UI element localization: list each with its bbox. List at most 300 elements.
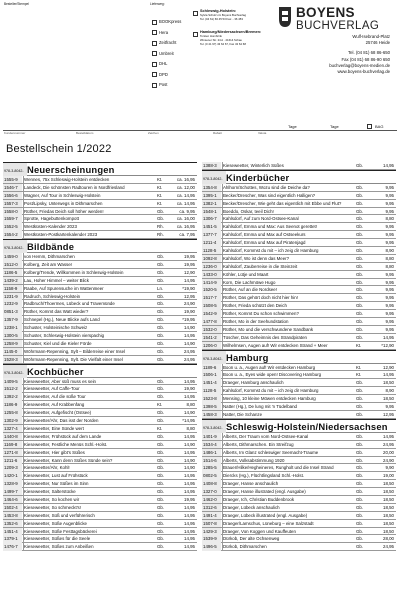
order-row[interactable] xyxy=(202,364,396,372)
order-row[interactable] xyxy=(202,464,396,472)
order-row[interactable] xyxy=(3,378,197,386)
shipping-option[interactable] xyxy=(152,40,176,46)
bag-label: BAG xyxy=(375,124,384,129)
book-title: Alberts, Im Glanz schleswiger Seemacht-Traume xyxy=(223,449,319,455)
row-divider xyxy=(23,409,24,417)
binding-type: Gb. xyxy=(157,465,165,471)
book-price: 9,95 xyxy=(385,232,394,238)
book-price: 9,95 xyxy=(385,326,394,332)
binding-type: Gb. xyxy=(356,504,364,510)
order-row[interactable] xyxy=(202,403,396,411)
isbn-suffix: 1433-0 xyxy=(203,271,217,277)
binding-type: Gb. xyxy=(157,293,165,299)
order-row[interactable] xyxy=(3,417,197,425)
book-price: 18,50 xyxy=(383,528,394,534)
book-price: 9,95 xyxy=(385,287,394,293)
binding-type: Gb. xyxy=(157,496,165,502)
row-divider xyxy=(222,379,223,387)
row-divider xyxy=(222,364,223,372)
order-row[interactable] xyxy=(202,326,396,334)
order-row[interactable] xyxy=(3,308,197,316)
order-row[interactable] xyxy=(202,472,396,480)
order-row[interactable] xyxy=(202,520,396,528)
isbn-suffix: 1092-8 xyxy=(203,255,217,261)
binding-type: Rh. xyxy=(157,224,164,230)
order-row[interactable] xyxy=(3,200,197,208)
order-row[interactable] xyxy=(202,395,396,403)
order-row[interactable] xyxy=(3,285,197,293)
binding-type: Gb. xyxy=(157,394,165,400)
row-divider xyxy=(222,192,223,200)
section-title: Schleswig-Holstein/Niedersachsen xyxy=(226,420,388,432)
binding-type: Gb. xyxy=(356,457,364,463)
order-row[interactable] xyxy=(3,401,197,409)
order-row[interactable] xyxy=(202,271,396,279)
book-price: 18,50 xyxy=(383,512,394,518)
order-row[interactable] xyxy=(3,504,197,512)
isbn-suffix: 1496-5 xyxy=(203,544,217,550)
order-row[interactable] xyxy=(202,512,396,520)
isbn-suffix: 1285-5 xyxy=(203,465,217,471)
isbn-suffix: 1451-5 xyxy=(203,224,217,230)
order-row[interactable] xyxy=(202,387,396,395)
order-row[interactable] xyxy=(202,263,396,271)
isbn-suffix: 1189-6 xyxy=(203,364,217,370)
isbn-suffix: 1458-3 xyxy=(203,411,217,417)
order-row[interactable] xyxy=(3,192,197,200)
isbn-suffix: 1409-5 xyxy=(4,378,18,384)
row-divider xyxy=(23,520,24,528)
isbn-suffix: 1508-5 xyxy=(203,303,217,309)
shipping-checkbox[interactable] xyxy=(152,72,157,77)
book-price: 14,95 xyxy=(383,334,394,340)
field-valuta[interactable]: Valuta xyxy=(258,131,267,135)
book-price: 8,80 xyxy=(385,263,394,269)
shipping-checkbox[interactable] xyxy=(152,20,157,25)
order-row[interactable] xyxy=(3,409,197,417)
book-price: 9,95 xyxy=(385,240,394,246)
order-row[interactable] xyxy=(3,261,197,269)
binding-type: Gb. xyxy=(356,489,364,495)
shipping-option-label: Post xyxy=(159,82,168,87)
book-title: Kieseweetter, Aber süß muss es sein xyxy=(24,378,96,384)
field-zeichen[interactable]: Zeichen xyxy=(148,131,159,135)
binding-type: Gb. xyxy=(157,317,165,323)
row-divider xyxy=(222,271,223,279)
isbn-suffix: 1556-6 xyxy=(4,192,18,198)
order-row[interactable] xyxy=(3,488,197,496)
order-row[interactable] xyxy=(202,342,396,350)
isbn-suffix: 1532-0 xyxy=(203,326,217,332)
book-title: Kieseweetter, Salterstücke xyxy=(24,489,76,495)
order-row[interactable] xyxy=(3,324,197,332)
order-row[interactable] xyxy=(202,208,396,216)
isbn-suffix: 1420-1 xyxy=(4,473,18,479)
shipping-option-label: Hera xyxy=(159,29,169,35)
besteller-stamp-area[interactable] xyxy=(3,8,143,118)
binding-type: Kt. xyxy=(356,372,362,378)
section-header xyxy=(3,239,197,253)
book-price: 14,90 xyxy=(184,325,195,331)
order-row[interactable] xyxy=(3,332,197,340)
isbn-suffix: 1209-3 xyxy=(4,465,18,471)
order-row[interactable] xyxy=(202,528,396,536)
isbn-suffix: 1255-8 xyxy=(4,410,18,416)
order-row[interactable] xyxy=(3,215,197,223)
book-price: 14,95 xyxy=(383,163,394,168)
order-row[interactable] xyxy=(3,425,197,433)
row-divider xyxy=(222,449,223,457)
order-row[interactable] xyxy=(202,411,396,419)
order-row[interactable] xyxy=(202,239,396,247)
order-row[interactable] xyxy=(3,277,197,285)
shipping-checkbox[interactable] xyxy=(152,41,157,46)
order-row[interactable] xyxy=(3,253,197,261)
book-title: Draeger, Von Koggen und Kauffeuten xyxy=(223,528,296,534)
order-row[interactable] xyxy=(202,247,396,255)
section-header xyxy=(3,364,197,378)
order-row[interactable] xyxy=(3,269,197,277)
order-row[interactable] xyxy=(3,480,197,488)
row-divider xyxy=(23,348,24,356)
row-divider xyxy=(222,200,223,208)
order-row[interactable] xyxy=(202,480,396,488)
binding-type: Gb. xyxy=(356,449,364,455)
isbn-suffix: 1464-6 xyxy=(4,496,18,502)
row-divider xyxy=(23,200,24,208)
row-divider xyxy=(23,300,24,308)
row-divider xyxy=(222,464,223,472)
sender-hh-checkbox[interactable] xyxy=(193,32,198,37)
book-price: 24,90 xyxy=(184,301,195,307)
isbn-suffix: 1559-7 xyxy=(4,216,18,222)
order-row[interactable] xyxy=(202,215,396,223)
book-price: 19,00 xyxy=(383,473,394,479)
isbn-suffix: 1392-2 xyxy=(4,394,18,400)
book-title: Draeger, Hamburg anschaulich xyxy=(223,380,284,386)
book-title: Tüscher, Das Geheimnis des Strandpiraten xyxy=(223,334,307,340)
book-price: 9,95 xyxy=(385,295,394,301)
order-row[interactable] xyxy=(202,496,396,504)
binding-type: Kt. xyxy=(157,200,163,206)
address-line[interactable]: buchverlag@boyens-medien.de xyxy=(329,62,390,68)
row-divider xyxy=(23,488,24,496)
order-row[interactable] xyxy=(3,231,197,239)
order-row[interactable] xyxy=(3,385,197,393)
binding-type: Gb. xyxy=(157,473,165,479)
row-divider xyxy=(23,231,24,239)
order-row[interactable] xyxy=(202,279,396,287)
binding-type: Kt. xyxy=(157,425,163,431)
order-row[interactable] xyxy=(3,543,197,551)
order-row[interactable] xyxy=(3,535,197,543)
shipping-checkbox[interactable] xyxy=(152,83,157,88)
isbn-suffix: 1158-9 xyxy=(4,285,18,291)
isbn-suffix: 1236-0 xyxy=(203,263,217,269)
isbn-suffix: 1306-7 xyxy=(203,216,217,222)
sender-sh-line-2: Tel. (04 61) 66 45 53 Fax: - 36 453 xyxy=(200,16,243,21)
book-price: 8,90 xyxy=(385,248,394,254)
shipping-checkbox[interactable] xyxy=(152,30,157,35)
order-row[interactable] xyxy=(3,528,197,536)
order-row[interactable] xyxy=(3,464,197,472)
order-row[interactable] xyxy=(3,208,197,216)
book-price: 9,95 xyxy=(385,184,394,190)
book-title: Kieseweetter, So kochen wir xyxy=(24,496,80,502)
row-divider xyxy=(222,223,223,231)
book-title: Dürkob, Der alte Ochsenweg xyxy=(223,536,280,542)
order-row[interactable] xyxy=(3,340,197,348)
address-line[interactable]: www.boyens-buchverlag.de xyxy=(337,69,390,75)
order-row[interactable] xyxy=(3,293,197,301)
binding-type: Kt. xyxy=(356,364,362,370)
isbn-suffix: 1211-6 xyxy=(4,457,18,463)
isbn-suffix: 1186-9 xyxy=(4,402,18,408)
book-title: Rüther, Das gehört doch nicht hier hin! xyxy=(223,295,298,301)
book-price: 18,50 xyxy=(383,380,394,386)
book-title: Kieseweetter, Süßes für die Seele xyxy=(24,536,91,542)
order-row[interactable] xyxy=(202,318,396,326)
book-price: 18,50 xyxy=(383,481,394,487)
order-row[interactable] xyxy=(3,512,197,520)
address-line: Tel. (04 81) 68 86-650 xyxy=(347,50,390,56)
field-kundennummer[interactable]: Kundennummer xyxy=(4,131,26,135)
binding-type: Gb. xyxy=(157,441,165,447)
isbn-suffix: 0851-3 xyxy=(4,309,18,315)
book-title: Schuster, Holsteinische Schweiz xyxy=(24,325,88,331)
book-price: 19,90 xyxy=(184,309,195,315)
book-title: Wöhrmann-Repenning, Sylt – Bilderreise einer Insel xyxy=(24,348,126,354)
field-bestelldatum[interactable]: Bestelldatum xyxy=(76,131,94,135)
binding-type: Gb. xyxy=(356,380,364,386)
binding-type: Gb. xyxy=(356,441,364,447)
order-row[interactable] xyxy=(202,334,396,342)
shipping-option[interactable] xyxy=(152,61,167,67)
order-row[interactable] xyxy=(3,300,197,308)
isbn-suffix: 1429-3 xyxy=(203,528,217,534)
order-row[interactable] xyxy=(3,496,197,504)
order-row[interactable] xyxy=(202,449,396,457)
book-price: 18,50 xyxy=(383,496,394,502)
book-price: 14,90 xyxy=(184,457,195,463)
shipping-option[interactable] xyxy=(152,51,174,57)
order-row[interactable] xyxy=(202,294,396,302)
book-title: Kieseweetter, Aufgefischt (Ostsee) xyxy=(24,410,92,416)
order-row[interactable] xyxy=(202,302,396,310)
book-title: Rüther, Mo in der Seehundstation xyxy=(223,319,289,325)
book-price: ca. 16,95 xyxy=(176,177,195,182)
order-row[interactable] xyxy=(3,356,197,364)
order-row[interactable] xyxy=(3,223,197,231)
binding-type: Gb. xyxy=(356,433,364,439)
row-divider xyxy=(23,308,24,316)
book-price: 19,95 xyxy=(184,262,195,268)
binding-type: Gb. xyxy=(157,254,165,260)
shipping-option-label: DHL xyxy=(159,61,168,66)
order-row[interactable] xyxy=(202,223,396,231)
book-price: *19,95 xyxy=(182,317,195,323)
isbn-suffix: 1439-2 xyxy=(4,277,18,283)
shipping-option[interactable] xyxy=(152,72,168,78)
row-divider xyxy=(23,261,24,269)
row-divider xyxy=(23,223,24,231)
row-divider xyxy=(222,441,223,449)
binding-type: Gb. xyxy=(157,481,165,487)
order-row[interactable] xyxy=(3,433,197,441)
shipping-checkbox[interactable] xyxy=(152,62,157,67)
book-title: Brauer/Hilke/Hegheineres, Rungholt und die Insel Strand xyxy=(223,465,334,471)
order-row[interactable] xyxy=(202,162,396,170)
isbn-suffix: 1352-6 xyxy=(4,520,18,526)
order-row[interactable] xyxy=(202,200,396,208)
sender-hh-box xyxy=(193,31,273,61)
row-divider xyxy=(222,231,223,239)
tage-label-2: Tage xyxy=(330,124,339,129)
isbn-suffix: 1271-8 xyxy=(4,449,18,455)
book-price: ca. 14,95 xyxy=(176,200,195,206)
order-row[interactable] xyxy=(202,231,396,239)
book-price: ca. 7,95 xyxy=(179,232,195,238)
sender-sh-line-1: Sylvia Schulz c/o Boyens Buchverlag xyxy=(200,12,247,17)
isbn-suffix: 1382-1 xyxy=(203,200,217,206)
order-row[interactable] xyxy=(202,488,396,496)
book-title: Kieseweetter, Festliche Menüs Schl.-Holst. xyxy=(24,441,108,447)
order-row[interactable] xyxy=(3,441,197,449)
order-row[interactable] xyxy=(202,192,396,200)
order-row[interactable] xyxy=(3,457,197,465)
binding-type: Gb. xyxy=(356,192,364,198)
book-title: Ahlhorn/Schottes, Wozu sind die Deiche da? xyxy=(223,184,310,190)
book-title: Boon u. a., Eyes wide open! Discovering Hamburg xyxy=(223,372,322,378)
binding-type: Gb. xyxy=(157,309,165,315)
binding-type: Gb. xyxy=(157,386,165,392)
book-title: Rüther, Auf an die Nordsee! xyxy=(223,287,277,293)
row-divider xyxy=(222,520,223,528)
order-row[interactable] xyxy=(202,379,396,387)
order-row[interactable] xyxy=(202,457,396,465)
row-divider xyxy=(222,215,223,223)
row-divider xyxy=(222,310,223,318)
order-row[interactable] xyxy=(202,535,396,543)
order-row[interactable] xyxy=(202,255,396,263)
isbn-suffix: 1517-7 xyxy=(203,295,217,301)
row-divider xyxy=(23,332,24,340)
book-title: Kieseweetter, Auf Caffe-Tour xyxy=(24,386,80,392)
shipping-option[interactable] xyxy=(152,19,181,25)
binding-type: Kt. xyxy=(157,402,163,408)
isbn-suffix: 1145-0 xyxy=(4,348,18,354)
book-price: 9,95 xyxy=(385,311,394,317)
isbn-suffix: 1502-4 xyxy=(4,504,18,510)
order-row[interactable] xyxy=(202,441,396,449)
book-price: 8,80 xyxy=(385,255,394,261)
isbn-suffix: 1557-3 xyxy=(4,200,18,206)
book-price: 14,95 xyxy=(383,433,394,439)
tage-label-1: Tage xyxy=(288,124,297,129)
book-title: Kolberg, Zeit am Wasser xyxy=(24,262,73,268)
book-title: Raabe, Auf Spurensuche im Wattenmeer xyxy=(24,285,104,291)
shipping-option[interactable] xyxy=(152,30,168,36)
bag-checkbox[interactable] xyxy=(367,124,372,129)
boyens-logo-icon xyxy=(278,6,292,28)
binding-type: Gb. xyxy=(356,263,364,269)
binding-type: Gb. xyxy=(356,287,364,293)
row-divider xyxy=(23,285,24,293)
order-row[interactable] xyxy=(3,520,197,528)
shipping-option[interactable] xyxy=(152,82,167,88)
book-price: 8,90 xyxy=(385,388,394,394)
book-title: Kieseweetter/Ahr, Das isst der Norden xyxy=(24,418,99,424)
sender-hh-line-2: Winsener Str. 24 A · 21614 Schau xyxy=(200,37,242,42)
book-title: Schuster, Kiel und die Kieler Förde xyxy=(24,340,92,346)
publisher-address xyxy=(329,34,390,75)
book-price: 28,00 xyxy=(383,536,394,542)
book-price: 9,95 xyxy=(385,303,394,309)
binding-type: Gb. xyxy=(356,473,364,479)
sender-hh-line-3: Tel. (0 41 97) 43 64 67, Fax 43 64 68 xyxy=(200,41,246,46)
row-divider xyxy=(222,334,223,342)
binding-type: Gb. xyxy=(157,333,165,339)
binding-type: Gb. xyxy=(356,255,364,261)
book-title: Draeger, Hanse anschaulich xyxy=(223,481,279,487)
order-row[interactable] xyxy=(202,543,396,551)
book-title: Becker/Drescher, Was sind eigentlich Halligen? xyxy=(223,192,316,198)
binding-type: Gb. xyxy=(356,512,364,518)
book-price: 9,95 xyxy=(385,271,394,277)
book-title: Kieseweetter, Süß und verführerisch xyxy=(24,512,95,518)
isbn-suffix: 1300-5 xyxy=(4,333,18,339)
shipping-checkbox[interactable] xyxy=(152,51,157,56)
order-row[interactable] xyxy=(3,449,197,457)
order-row[interactable] xyxy=(3,316,197,324)
book-price: 9,95 xyxy=(385,200,394,206)
book-title: Westküsten-Kalender 2023 xyxy=(24,224,77,230)
isbn-suffix: 1499-7 xyxy=(4,489,18,495)
isbn-suffix: 1558-0 xyxy=(4,208,18,214)
book-title: Dürkob, Dithmarschen xyxy=(223,544,267,550)
isbn-suffix: 1554-2 xyxy=(4,232,18,238)
field-rabatt[interactable]: Rabatt xyxy=(213,131,222,135)
book-price: ca. 12,00 xyxy=(176,184,195,190)
binding-type: Gb. xyxy=(157,348,165,354)
book-price: 12,95 xyxy=(184,293,195,299)
binding-type: Gb. xyxy=(157,520,165,526)
binding-type: Gb. xyxy=(157,277,165,283)
order-row[interactable] xyxy=(202,433,396,441)
order-row[interactable] xyxy=(202,504,396,512)
book-price: 14,95 xyxy=(184,544,195,550)
order-row[interactable] xyxy=(3,393,197,401)
order-row[interactable] xyxy=(202,286,396,294)
order-row[interactable] xyxy=(3,348,197,356)
row-divider xyxy=(222,318,223,326)
order-row[interactable] xyxy=(3,472,197,480)
order-row[interactable] xyxy=(3,176,197,184)
book-title: Kahlsdorf, Wo ist denn das Meer? xyxy=(223,255,290,261)
order-row[interactable] xyxy=(3,184,197,192)
logo-subtitle: BUCHVERLAG xyxy=(296,20,380,32)
order-row[interactable] xyxy=(202,184,396,192)
book-title: Boon u. a., Augen auf! Wir entdecken Hamburg xyxy=(223,364,316,370)
binding-type: Gb. xyxy=(356,216,364,222)
order-row[interactable] xyxy=(202,371,396,379)
section-title: Kochbücher xyxy=(27,365,84,377)
book-title: Kahlsdorf, Emma und Max auf Piratenjagd xyxy=(223,240,306,246)
row-divider xyxy=(23,504,24,512)
binding-type: Gb. xyxy=(356,311,364,317)
order-row[interactable] xyxy=(202,310,396,318)
sender-sh-checkbox[interactable] xyxy=(193,11,198,16)
